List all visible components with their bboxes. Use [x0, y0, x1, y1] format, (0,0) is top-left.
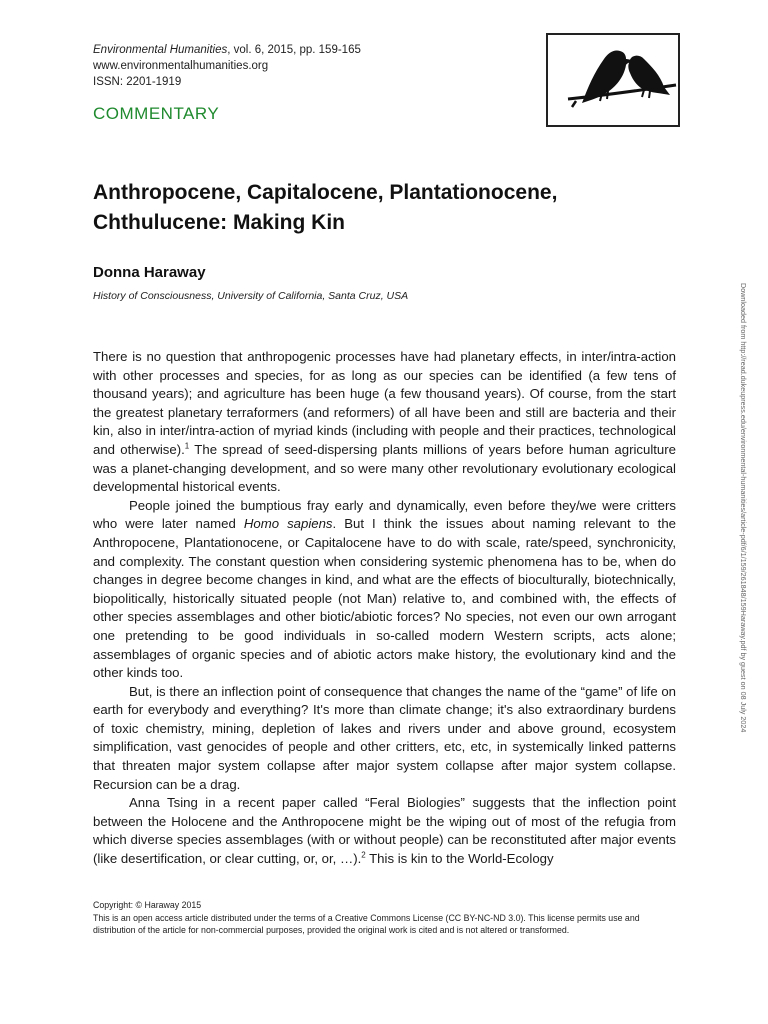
license-text: This is an open access article distributed under the terms of a Creative Commons License (CC BY-NC-ND 3.0). This license permits use and distribution of the article for non-commercial purposes, provided the original work is cited and is not altered or transformed.	[93, 912, 640, 935]
paragraph-1: There is no question that anthropogenic processes have had planetary effects, in inter/intra-action with other processes and species, for as long as our species can be identified (a few tens of thousand years); and agriculture has been huge (a few thousand years). Of course, from the start the greatest planetary terraformers (and reformers) of all have been and still are bacteria and their kin, also in inter/intra-action of myriad kinds (including with people and their practices, technological and otherwise).$^1$ The spread of seed-dispersing plants millions of years before human agriculture was a planet-changing development, and so were many other revolutionary evolutionary ecological developmental historical events.	[93, 349, 676, 495]
download-watermark	[736, 283, 750, 743]
journal-website[interactable]: www.environmentalhumanities.org	[93, 60, 269, 72]
journal-details: , vol. 6, 2015, pp. 159-165	[227, 44, 361, 56]
article-title: Anthropocene, Capitalocene, Plantationocene, Chthulucene: Making Kin	[93, 181, 558, 234]
species-name: Homo sapiens	[243, 516, 333, 532]
paragraph-2: People joined the bumptious fray early and dynamically, even before they/we were critters who were later named Homo sapiens. But I think the issues about naming relevant to the Anthropocene, Plantationocene, or Capitalocene have to do with scale, rate/speed, synchronicity, and complexity. The constant question when considering systemic phenomena has to be, when do changes in degree become changes in kind, and what are the effects of bioculturally, biotechnically, biopolitically, historically situated people (not Man) relative to, and combined with, the effects of other species assemblages and other biotic/abiotic forces? No species, not even our own arrogant one pretending to be good individuals in so-called modern Western scripts, acts alone; assemblages of organic species and of abiotic actors make history, the evolutionary kind and the other kinds too.	[93, 497, 676, 681]
copyright-footer	[93, 899, 678, 937]
section-label: COMMENTARY	[93, 104, 220, 123]
journal-issn: ISSN: 2201-1919	[93, 76, 182, 88]
journal-logo	[546, 33, 680, 127]
paragraph-4: Anna Tsing in a recent paper called “Feral Biologies” suggests that the inflection point between the Holocene and the Anthropocene might be the wiping out of most of the refugia from which diverse species assemblages (with or without people) can be reconstituted after major events (like desertification, or clear cutting, or, or, …).$^2$ This is kin to the World-Ecology	[93, 795, 676, 867]
paragraph-3: But, is there an inflection point of consequence that changes the name of the “game” of life on earth for everybody and everything? It's more than climate change; it's also extraordinary burdens of toxic chemistry, mining, depletion of lakes and rivers under and above ground, ecosystem simplification, vast genocides of people and other critters, etc, etc, in systemically linked patterns that threaten major system collapse after major system collapse after major system collapse. Recursion can be a drag.	[93, 683, 676, 792]
author-name: Donna Haraway	[93, 264, 206, 281]
journal-header	[93, 42, 361, 90]
journal-citation	[93, 42, 361, 58]
footnote-ref-1[interactable]: 1	[184, 441, 190, 451]
copyright-line: Copyright: © Haraway 2015	[93, 900, 202, 910]
watermark-text: Downloaded from http://read.dukeupress.edu/environmental-humanities/article-pdf/6/1/159/261848/159Haraway.pdf by guest on 08 July 2024	[739, 283, 748, 733]
footnote-ref-2[interactable]: 2	[361, 850, 366, 860]
author-affiliation: History of Consciousness, University of California, Santa Cruz, USA	[93, 290, 409, 302]
journal-name: Environmental Humanities	[93, 44, 228, 56]
two-birds-on-branch-icon	[548, 35, 678, 125]
article-body	[93, 348, 676, 869]
